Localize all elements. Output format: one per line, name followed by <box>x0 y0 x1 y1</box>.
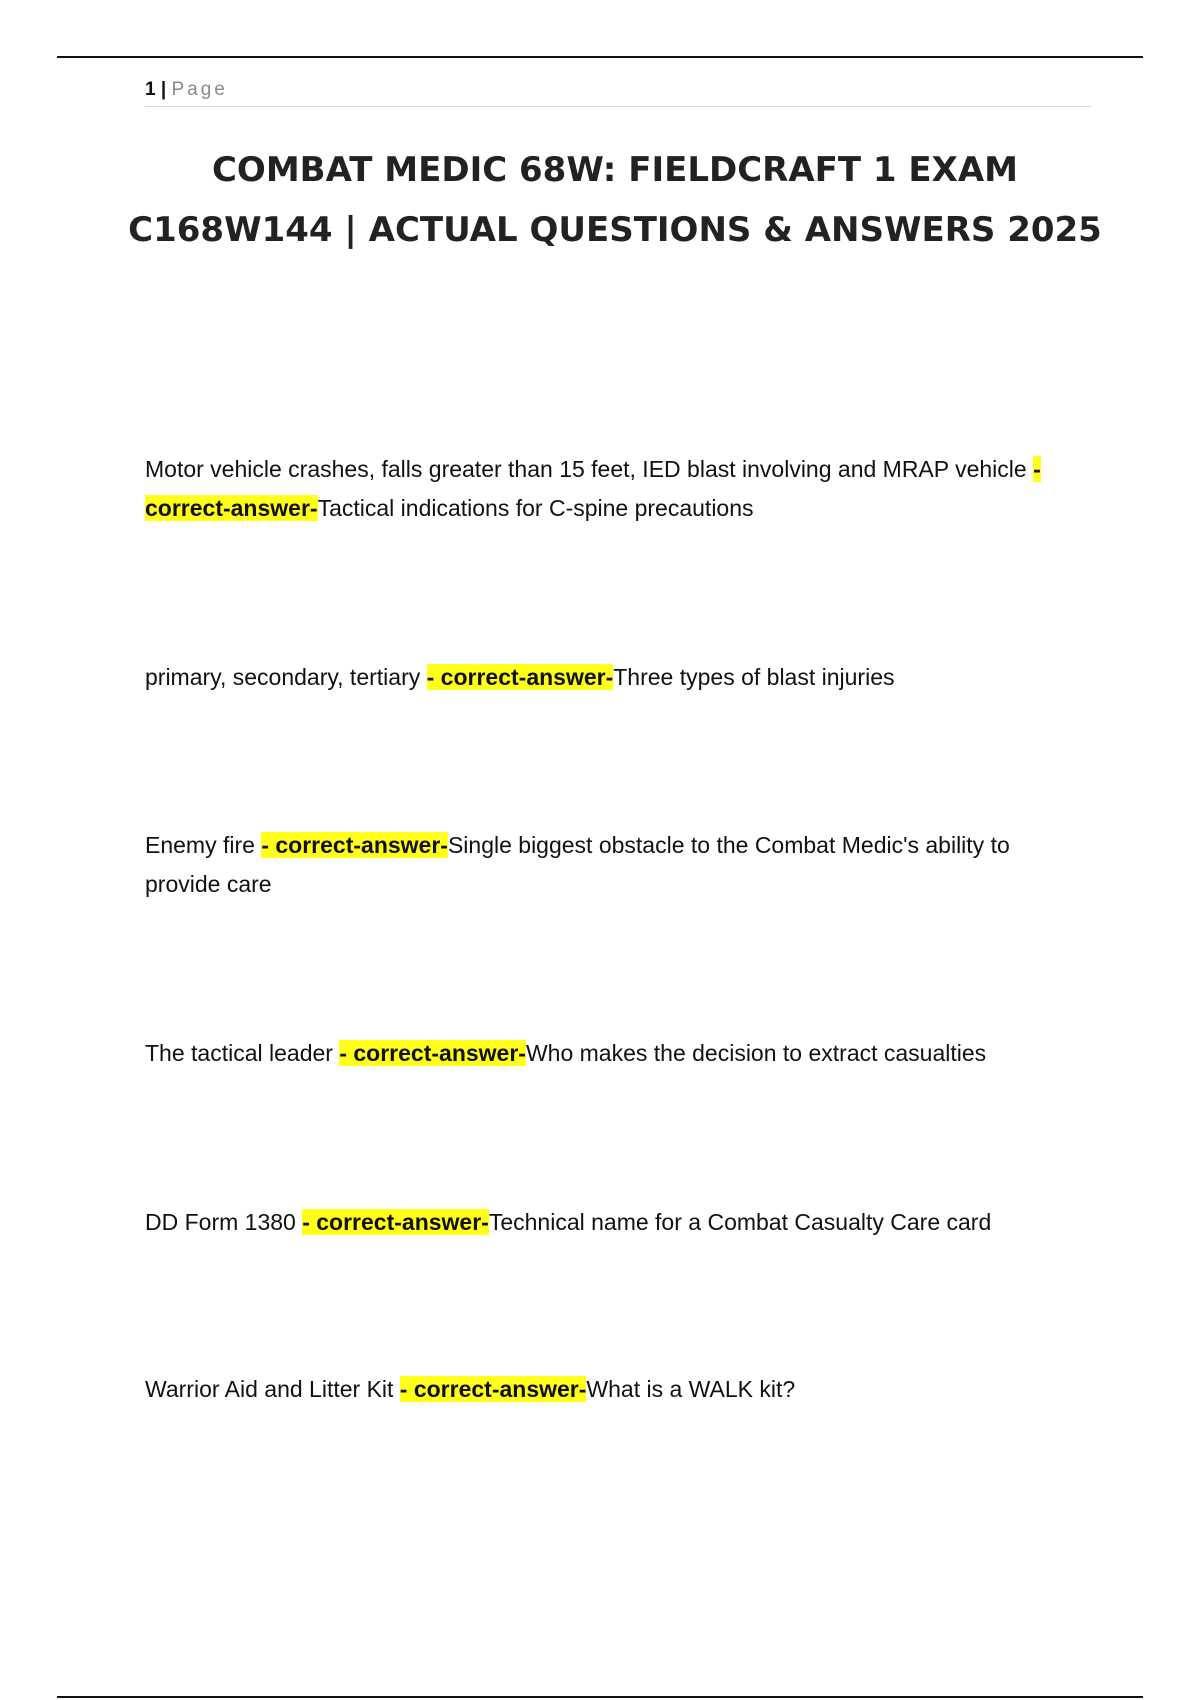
correct-answer-marker: - correct-answer- <box>145 456 1041 521</box>
qa-item <box>145 1034 1085 1073</box>
correct-answer-marker: - correct-answer- <box>426 664 614 690</box>
page-label: Page <box>171 79 228 100</box>
top-rule <box>57 56 1143 58</box>
correct-answer-marker: - correct-answer- <box>339 1040 526 1066</box>
qa-question: Technical name for a Combat Casualty Care card <box>488 1209 992 1235</box>
qa-item <box>145 658 1085 697</box>
qa-answer: The tactical leader <box>145 1040 340 1066</box>
qa-item <box>145 1203 1085 1242</box>
correct-answer-marker: - correct-answer- <box>302 1209 489 1235</box>
qa-answer: Warrior Aid and Litter Kit <box>145 1376 400 1402</box>
page-separator: | <box>160 79 167 100</box>
correct-answer-marker: - correct-answer- <box>399 1376 587 1402</box>
qa-item <box>145 1370 1085 1409</box>
qa-question: What is a WALK kit? <box>586 1376 796 1402</box>
document-title: COMBAT MEDIC 68W: FIELDCRAFT 1 EXAM C168W144 | ACTUAL QUESTIONS & ANSWERS 2025 <box>128 150 1102 250</box>
page-number: 1 <box>145 79 156 100</box>
qa-question: Who makes the decision to extract casualties <box>525 1040 987 1066</box>
qa-answer: DD Form 1380 <box>145 1209 303 1235</box>
qa-question: Single biggest obstacle to the Combat Medic's ability to provide care <box>145 832 1010 897</box>
bottom-rule <box>57 1696 1143 1698</box>
qa-item <box>145 826 1085 904</box>
qa-question: Three types of blast injuries <box>613 664 895 690</box>
qa-question: Tactical indications for C-spine precautions <box>317 495 754 521</box>
correct-answer-marker: - correct-answer- <box>261 832 448 858</box>
qa-answer: primary, secondary, tertiary <box>145 664 427 690</box>
qa-item <box>145 450 1085 528</box>
page-header <box>145 76 1091 107</box>
qa-answer: Enemy fire <box>145 832 262 858</box>
qa-answer: Motor vehicle crashes, falls greater than 15 feet, IED blast involving and MRAP vehicle <box>145 456 1034 482</box>
